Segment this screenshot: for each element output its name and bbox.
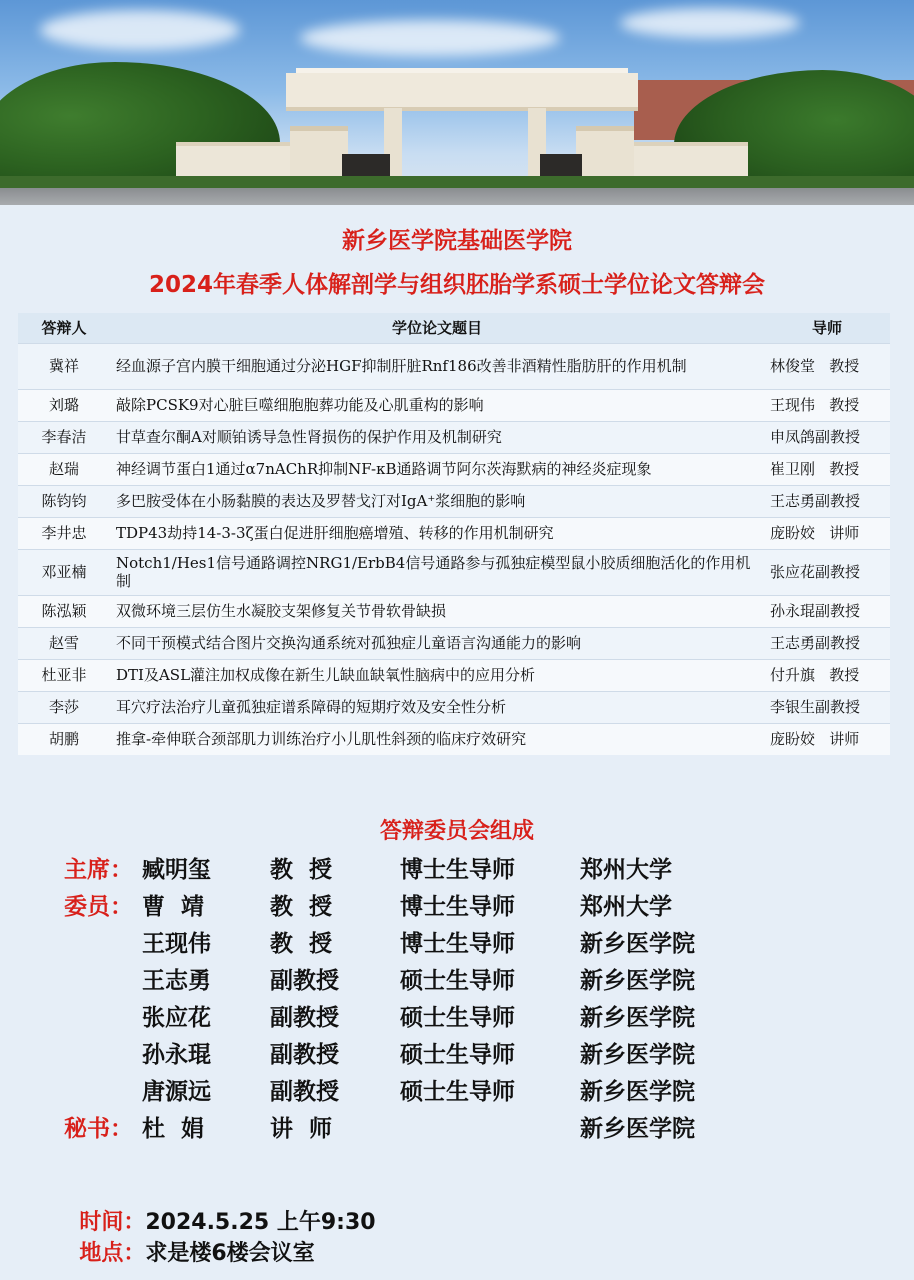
member-name: 孙永琨	[142, 1042, 211, 1068]
place-label: 地点：	[79, 1241, 146, 1266]
member-supervisor-type: 博士生导师	[400, 894, 515, 920]
member-title: 副教授	[270, 968, 339, 994]
advisor: 崔卫刚 教授	[764, 453, 890, 485]
thesis-title: Notch1/Hes1信号通路调控NRG1/ErbB4信号通路参与孤独症模型鼠小胶质细胞活化的作用机制	[110, 549, 764, 595]
member-name: 杜 娟	[142, 1116, 205, 1142]
advisor: 孙永琨副教授	[764, 595, 890, 627]
member-institution: 新乡医学院	[580, 968, 695, 994]
thesis-title: 双微环境三层仿生水凝胶支架修复关节骨软骨缺损	[110, 595, 764, 627]
column-header-title: 学位论文题目	[110, 313, 764, 343]
advisor: 庞盼姣 讲师	[764, 723, 890, 755]
column-header-advisor: 导师	[764, 313, 890, 343]
student-name: 李莎	[18, 691, 110, 723]
committee-member	[0, 925, 914, 961]
thesis-table	[18, 313, 890, 755]
member-name: 张应花	[142, 1005, 211, 1031]
advisor: 王志勇副教授	[764, 627, 890, 659]
time-label: 时间：	[79, 1210, 146, 1235]
student-name: 邓亚楠	[18, 549, 110, 595]
table-row	[18, 389, 890, 421]
member-title: 副教授	[270, 1005, 339, 1031]
student-name: 赵雪	[18, 627, 110, 659]
advisor: 林俊堂 教授	[764, 343, 890, 389]
member-institution: 郑州大学	[580, 894, 672, 920]
thesis-title: 甘草查尔酮A对顺铂诱导急性肾损伤的保护作用及机制研究	[110, 421, 764, 453]
committee-member	[0, 999, 914, 1035]
member-institution: 新乡医学院	[580, 1042, 695, 1068]
committee-member	[0, 1073, 914, 1109]
member-title: 副教授	[270, 1042, 339, 1068]
college-title: 新乡医学院基础医学院	[342, 228, 572, 254]
member-title: 讲 师	[270, 1116, 333, 1142]
event-title: 2024年春季人体解剖学与组织胚胎学系硕士学位论文答辩会	[148, 272, 765, 298]
table-row	[18, 723, 890, 755]
member-name: 王志勇	[142, 968, 211, 994]
committee-member	[0, 1036, 914, 1072]
student-name: 李井忠	[18, 517, 110, 549]
thesis-title: 经血源子宫内膜干细胞通过分泌HGF抑制肝脏Rnf186改善非酒精性脂肪肝的作用机制	[110, 343, 764, 389]
table-row	[18, 659, 890, 691]
thesis-title: 多巴胺受体在小肠黏膜的表达及罗替戈汀对IgA⁺浆细胞的影响	[110, 485, 764, 517]
member-institution: 新乡医学院	[580, 931, 695, 957]
committee-member	[0, 888, 914, 924]
member-name: 臧明玺	[142, 857, 211, 883]
student-name: 冀祥	[18, 343, 110, 389]
student-name: 陈泓颖	[18, 595, 110, 627]
member-role: 主席：	[64, 857, 133, 883]
table-row	[18, 343, 890, 389]
table-row	[18, 549, 890, 595]
member-institution: 新乡医学院	[580, 1005, 695, 1031]
table-header-row	[18, 313, 890, 343]
student-name: 赵瑞	[18, 453, 110, 485]
committee-member-secretary	[0, 1110, 914, 1146]
member-supervisor-type: 硕士生导师	[400, 1005, 515, 1031]
student-name: 刘璐	[18, 389, 110, 421]
committee-heading: 答辩委员会组成	[379, 819, 534, 844]
student-name: 胡鹏	[18, 723, 110, 755]
member-role: 秘书：	[64, 1116, 133, 1142]
member-supervisor-type: 博士生导师	[400, 857, 515, 883]
table-row	[18, 421, 890, 453]
committee-member-chair	[0, 851, 914, 887]
member-institution: 新乡医学院	[580, 1116, 695, 1142]
member-title: 教 授	[270, 894, 333, 920]
place-value: 求是楼6楼会议室	[145, 1241, 315, 1266]
advisor: 李银生副教授	[764, 691, 890, 723]
student-name: 陈钧钧	[18, 485, 110, 517]
member-supervisor-type: 硕士生导师	[400, 968, 515, 994]
advisor: 庞盼姣 讲师	[764, 517, 890, 549]
thesis-title: 推拿-牵伸联合颈部肌力训练治疗小儿肌性斜颈的临床疗效研究	[110, 723, 764, 755]
advisor: 张应花副教授	[764, 549, 890, 595]
campus-gate-photo	[0, 0, 914, 205]
member-title: 副教授	[270, 1079, 339, 1105]
member-title: 教 授	[270, 931, 333, 957]
advisor: 申凤鸽副教授	[764, 421, 890, 453]
thesis-title: 神经调节蛋白1通过α7nAChR抑制NF-κB通路调节阿尔茨海默病的神经炎症现象	[110, 453, 764, 485]
member-institution: 新乡医学院	[580, 1079, 695, 1105]
member-supervisor-type: 博士生导师	[400, 931, 515, 957]
member-supervisor-type: 硕士生导师	[400, 1042, 515, 1068]
table-row	[18, 485, 890, 517]
thesis-title: 不同干预模式结合图片交换沟通系统对孤独症儿童语言沟通能力的影响	[110, 627, 764, 659]
time-value: 2024.5.25 上午9:30	[145, 1210, 376, 1235]
student-name: 杜亚非	[18, 659, 110, 691]
advisor: 付升旗 教授	[764, 659, 890, 691]
advisor: 王志勇副教授	[764, 485, 890, 517]
event-place	[64, 1211, 315, 1267]
member-role: 委员：	[64, 894, 133, 920]
advisor: 王现伟 教授	[764, 389, 890, 421]
member-supervisor-type: 硕士生导师	[400, 1079, 515, 1105]
member-name: 唐源远	[142, 1079, 211, 1105]
table-row	[18, 517, 890, 549]
member-name: 曹 靖	[142, 894, 205, 920]
table-row	[18, 453, 890, 485]
member-institution: 郑州大学	[580, 857, 672, 883]
student-name: 李春洁	[18, 421, 110, 453]
table-row	[18, 691, 890, 723]
thesis-title: 耳穴疗法治疗儿童孤独症谱系障碍的短期疗效及安全性分析	[110, 691, 764, 723]
table-row	[18, 627, 890, 659]
thesis-title: DTI及ASL灌注加权成像在新生儿缺血缺氧性脑病中的应用分析	[110, 659, 764, 691]
thesis-title: TDP43劫持14-3-3ζ蛋白促进肝细胞癌增殖、转移的作用机制研究	[110, 517, 764, 549]
member-name: 王现伟	[142, 931, 211, 957]
committee-member	[0, 962, 914, 998]
member-title: 教 授	[270, 857, 333, 883]
thesis-title: 敲除PCSK9对心脏巨噬细胞胞葬功能及心肌重构的影响	[110, 389, 764, 421]
table-row	[18, 595, 890, 627]
column-header-student: 答辩人	[18, 313, 110, 343]
